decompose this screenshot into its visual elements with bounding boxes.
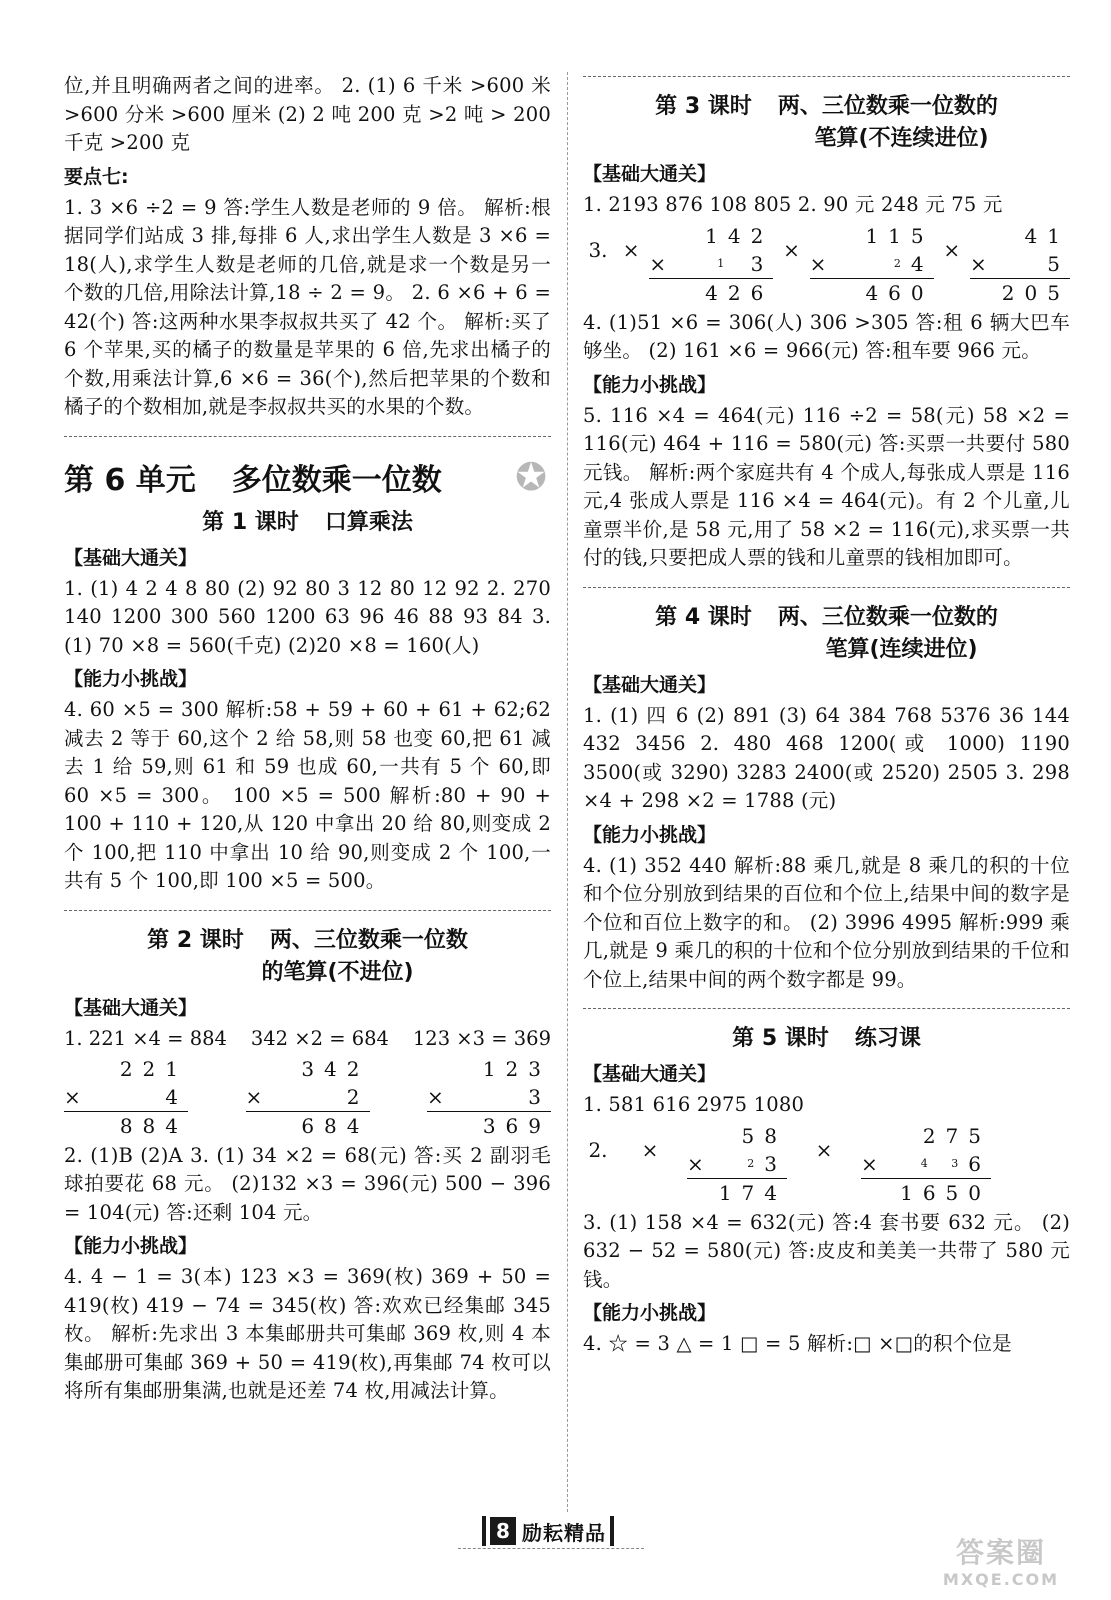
lesson3-vertical-calcs: 3. × 142 × 1 3 426 × 115 × 24 460 × 41 × 5 205 xyxy=(588,223,1070,305)
page-number: 8 xyxy=(490,1517,516,1545)
lesson3-basic-text2: 4. (1)51 ×6 = 306(人) 306 >305 答:租 6 辆大巴车够坐。 (2) 161 ×6 = 966(元) 答:租车要 966 元。 xyxy=(583,310,1070,362)
vertical-calc: 115 × 24 460 xyxy=(809,223,934,305)
vertical-calc: 41 × 5 205 xyxy=(969,223,1070,305)
footer-line xyxy=(458,1548,644,1549)
column-divider xyxy=(567,72,568,1512)
lesson5-challenge-text: 4. ☆ = 3 △ = 1 □ = 5 解析:□ ×□的积个位是 xyxy=(583,1332,1012,1355)
lesson3-heading: 第 3 课时 两、三位数乘一位数的 笔算(不连续进位) xyxy=(655,94,998,151)
wrong-mark: × xyxy=(943,237,961,262)
lesson3-basic-text1: 1. 2193 876 108 805 2. 90 元 248 元 75 元 xyxy=(583,193,1003,216)
point7-heading: 要点七: xyxy=(64,165,129,188)
lesson5-challenge-heading: 【能力小挑战】 xyxy=(583,1302,717,1324)
lesson1-challenge-heading: 【能力小挑战】 xyxy=(64,668,198,690)
lesson2-challenge-heading: 【能力小挑战】 xyxy=(64,1235,198,1257)
lesson1-basic-text: 1. (1) 4 2 4 8 80 (2) 92 80 3 12 80 12 92 2. 270 140 1200 300 560 1200 63 96 46 88 93 84 3. (1) 70 ×8 = 560(千克) (2)20 ×8 = 160(人) xyxy=(64,576,551,657)
lesson4-heading: 第 4 课时 两、三位数乘一位数的 笔算(连续进位) xyxy=(655,604,998,662)
unit-title: 多位数乘一位数 xyxy=(231,462,442,498)
footer-bar xyxy=(610,1516,614,1546)
top-answer-text: 位,并且明确两者之间的进率。 2. (1) 6 千米 >600 米 >600 分米 >600 厘米 (2) 2 吨 200 克 >2 吨 > 200 千克 >200 克 xyxy=(64,74,551,154)
left-column xyxy=(64,72,551,1406)
wrong-mark: × xyxy=(815,1137,833,1162)
wrong-mark: × xyxy=(783,237,800,262)
lesson4-basic-text: 1. (1) 四 6 (2) 891 (3) 64 384 768 5376 36 144 432 3456 2. 480 468 1200(或 1000) 1190 3500(或 3290) 3283 2400(或 2520) 2505 3. 298 ×4 + 298 ×2 = 1788 (元) xyxy=(583,703,1070,812)
unit-label: 第 6 单元 xyxy=(64,462,196,498)
vertical-calc: 275 × 4 36 1650 xyxy=(861,1123,991,1205)
lesson5-heading: 第 5 课时 练习课 xyxy=(732,1026,921,1051)
vertical-calc: 142 × 1 3 426 xyxy=(649,223,774,305)
vertical-calc: 123 × 3 369 xyxy=(427,1056,551,1138)
lesson3-basic-heading: 【基础大通关】 xyxy=(583,163,717,185)
lesson2-heading: 第 2 课时 两、三位数乘一位数 的笔算(不进位) xyxy=(147,927,468,985)
lesson2-basic-heading: 【基础大通关】 xyxy=(64,996,198,1019)
lesson1-challenge-text: 4. 60 ×5 = 300 解析:58 + 59 + 60 + 61 + 62;62 减去 2 等于 60,这个 2 给 58,则 58 也变 60,把 61 减去 1 给 59,则 61 和 59 也成 60,一共有 5 个 60,即 60 ×5 = 300。 100 ×5 = 500 解析:80 + 90 + 100 + 110 + 120,从 120 中拿出 20 给 80,则变成 2 个 100,把 110 中拿出 10 给 90,则变成 2 个 100,一共有 5 个 100,即 100 ×5 = 500。 xyxy=(64,698,551,892)
vertical-calc: 221 × 4 884 xyxy=(64,1056,188,1138)
footer-bar xyxy=(482,1516,486,1546)
unit-heading xyxy=(64,451,551,503)
wrong-mark: × xyxy=(641,1137,659,1162)
lesson5-basic-text1: 1. 581 616 2975 1080 xyxy=(583,1093,805,1116)
right-column xyxy=(583,72,1070,1359)
section-divider xyxy=(583,1008,1070,1009)
page-footer xyxy=(448,1514,648,1548)
lesson5-vertical-calcs: 2. × 58 × 23 174 × 275 × 4 36 1650 xyxy=(588,1123,991,1205)
lesson4-challenge-heading: 【能力小挑战】 xyxy=(583,823,717,846)
lesson2-vertical-calcs xyxy=(64,1055,551,1140)
lesson2-challenge-text: 4. 4 − 1 = 3(本) 123 ×3 = 369(枚) 369 + 50 = 419(枚) 419 − 74 = 345(枚) 答:欢欢已经集邮 345 枚。 解析:先求出 3 本集邮册共可集邮 369 枚,则 4 本集邮册可集邮 369 + 50 = 419(枚),再集邮 74 枚可以将所有集邮册集满,也就是还差 74 枚,用减法计算。 xyxy=(64,1265,551,1402)
point7-text: 1. 3 ×6 ÷2 = 9 答:学生人数是老师的 9 倍。 解析:根据同学们站成 3 排,每排 6 人,求出学生人数是 3 ×6 = 18(人),求学生人数是老师的几倍,就是求一个数是另一个数的几倍,用除法计算,18 ÷ 2 = 9。 2. 6 ×6 + 6 = 42(个) 答:这两种水果李叔叔共买了 42 个。 解析:买了 6 个苹果,买的橘子的数量是苹果的 6 倍,先求出橘子的个数,用乘法计算,6 ×6 = 36(个),然后把苹果的个数和橘子的个数相加,就是李叔叔共买的水果的个数。 xyxy=(64,195,551,418)
star-icon: ✪ xyxy=(515,454,547,499)
vertical-calc: 58 × 23 174 xyxy=(687,1123,787,1205)
vertical-calc: 342 × 2 684 xyxy=(245,1056,370,1138)
section-divider xyxy=(64,436,551,437)
lesson5-basic-text2: 3. (1) 158 ×4 = 632(元) 答:4 套书要 632 元。 (2) 632 − 52 = 580(元) 答:皮皮和美美一共带了 580 元钱。 xyxy=(583,1210,1070,1291)
brand-name: 励耘精品 xyxy=(522,1520,606,1545)
section-divider xyxy=(583,76,1070,77)
lesson4-challenge-text: 4. (1) 352 440 解析:88 乘几,就是 8 乘几的积的十位和个位分别放到结果的百位和个位上,结果中间的数字是个位和百位上数字的和。 (2) 3996 4995 解析:999 乘几,就是 9 乘几的积的十位和个位分别放到结果的千位和个位上,结果中间的两个数字都是 99。 xyxy=(583,853,1070,991)
lesson1-heading: 第 1 课时 口算乘法 xyxy=(202,509,413,535)
watermark: 答案圈 MXQE.COM xyxy=(942,1536,1060,1589)
lesson4-basic-heading: 【基础大通关】 xyxy=(583,673,717,696)
lesson1-basic-heading: 【基础大通关】 xyxy=(64,546,198,569)
lesson2-equations: 1. 221 ×4 = 884 342 ×2 = 684 123 ×3 = 369 xyxy=(64,1026,551,1050)
lesson3-challenge-heading: 【能力小挑战】 xyxy=(583,373,717,396)
lesson5-basic-heading: 【基础大通关】 xyxy=(583,1063,717,1085)
section-divider xyxy=(583,587,1070,588)
wrong-mark: × xyxy=(622,237,640,262)
lesson2-basic-text: 2. (1)B (2)A 3. (1) 34 ×2 = 68(元) 答:买 2 副羽毛球拍要花 68 元。 (2)132 ×3 = 396(元) 500 − 396 = 104(元) 答:还剩 104 元。 xyxy=(64,1143,551,1224)
lesson3-challenge-text: 5. 116 ×4 = 464(元) 116 ÷2 = 58(元) 58 ×2 = 116(元) 464 + 116 = 580(元) 答:买票一共要付 580 元钱。 解析:两个家庭共有 4 个成人,每张成人票是 116 元,4 张成人票是 116 ×4 = 464(元)。有 2 个儿童,儿童票半价,是 58 元,用了 58 ×2 = 116(元),求买票一共付的钱,只要把成人票的钱和儿童票的钱相加即可。 xyxy=(583,403,1070,569)
section-divider xyxy=(64,910,551,911)
